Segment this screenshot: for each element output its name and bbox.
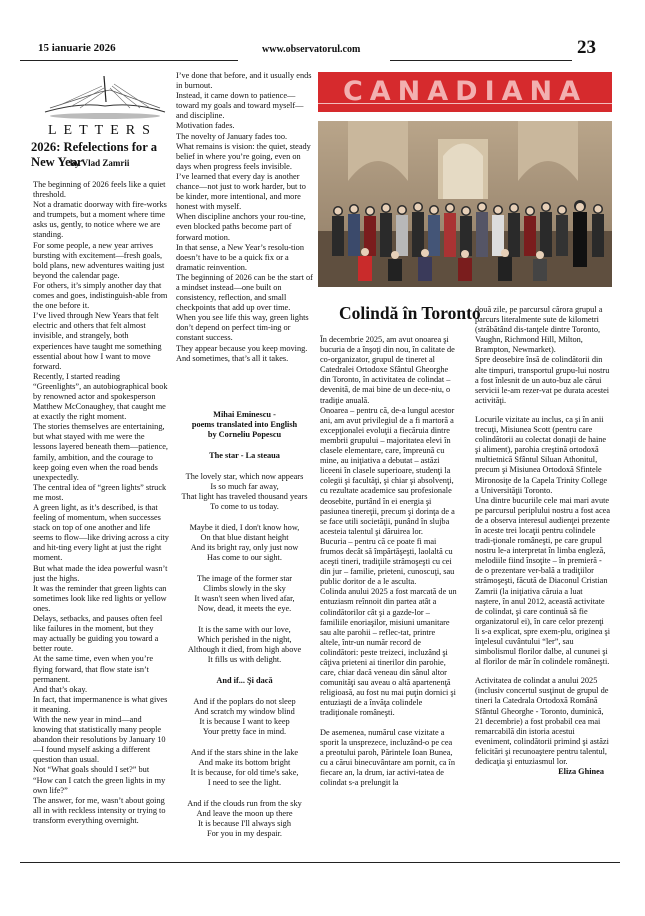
paragraph: In that sense, a New Year’s resolu-tion doesn’t have to be a quick fix or a dramatic reinvention.: [176, 242, 304, 272]
poem-line: Maybe it died, I don't know how,: [189, 523, 300, 532]
paragraph: They appear because you keep moving. And sometimes, that’s all it takes.: [176, 343, 308, 363]
article-title: Colindă în Toronto: [339, 303, 481, 323]
letters-label: LETTERS: [48, 123, 157, 138]
poem-stanza: [176, 523, 313, 563]
poem-translator: by Corneliu Popescu: [207, 430, 282, 439]
paragraph: I’ve lived through New Years that felt electric and others that felt almost invisible, and strangely, both experiences have taught me something essential about how I want to move forward.: [33, 311, 162, 371]
site-url[interactable]: www.observatorul.com: [262, 44, 361, 55]
poem-title: And if... Şi dacă: [216, 676, 273, 685]
poem-subtitle: poems translated into English: [191, 420, 298, 429]
paragraph: Una dintre bucuriile cele mai mari avute pe parcursul periplului nostru a fost acea de a observa interesul audienţei prezente în aceste trei locaţii pentru colindele tradi-ţionale româneşti, pe care grupul nostru le-a interpretat în limba engleză, melodiile fiind însoţite – în premieră - de o prezentare ver-bală a tradiţiilor strămoşeşti, făcută de Diaconul Cristian Zamrii (la iniţiativa căruia a luat naştere, în anul 2012, această activitate de colindat, şi care continuă să fie organizatorul ei), în care celor prezenţi li s-a explicat, spre exem-plu, originea şi înţelesul cuvântului “ler”, sau simbolismul florilor dalbe, al cununei şi al florilor de măr în colindele româneşti.: [475, 495, 610, 667]
poem-line: Is so much far away,: [210, 482, 279, 491]
poem-line: Now, dead, it meets the eye.: [197, 604, 292, 613]
letter-column-1: [33, 180, 169, 850]
paragraph: I’ve done that before, and it usually ends in burnout.: [176, 71, 312, 91]
poem-line: That light has traveled thousand years: [181, 492, 308, 501]
paragraph: It was the reminder that green lights can sometimes look like red lights or yellow ones.: [33, 583, 167, 613]
paragraph: But what made the idea powerful wasn’t just the highs.: [33, 563, 168, 583]
paragraph: Recently, I started reading “Greenlights”, an autobiographical book by renowned actor and spokesperson Matthew McConaughey, that caught me at exactly the right moment.: [33, 371, 168, 422]
poem-line: And leave the moon up there: [196, 809, 293, 818]
poem-line: It is because, for old time's sake,: [190, 768, 299, 777]
paragraph: Not a dramatic doorway with fire-works and trumpets, but a moment where time asks us, gently, to notice where we are standing.: [33, 200, 167, 240]
poem-section: [176, 410, 313, 850]
paragraph: The beginning of 2026 feels like a quiet threshold.: [33, 180, 166, 200]
group-photo: [318, 121, 612, 287]
poem-line: And if the poplars do not sleep: [193, 697, 296, 706]
letter-byline: by Vlad Zamrii: [70, 158, 130, 168]
paragraph: Delays, setbacks, and pauses often feel like failures in the moment, but they may actually be guiding you toward a better route.: [33, 614, 163, 654]
poem-line: Although it died, from high above: [187, 645, 302, 654]
poem-line: It is because I'll always sigh: [198, 819, 291, 828]
paragraph: At the same time, even when you’re flying forward, that flow state isn’t permanent.: [33, 654, 154, 684]
banner-title: CANADIANA: [342, 76, 588, 107]
paragraph: The central idea of “green lights” struck me most.: [33, 482, 167, 502]
paragraph: În decembrie 2025, am avut onoarea şi bucuria de a înşoţi din nou, în calitate de co-organizator, grupul de tineret al Catedralei Ortodoxe Sfântul Gheorghe din Toronto, în activitatea de colindat – devenită, de mai bine de un dece-niu, o tradiţie anuală.: [320, 335, 455, 405]
letter-column-2: [176, 71, 313, 401]
poem-line: For you in my despair.: [207, 829, 282, 838]
paragraph: The novelty of January fades too.: [176, 131, 288, 141]
poem-line: I need to see the light.: [207, 778, 282, 787]
paragraph: Spre deosebire însă de colindătorii din alte timpuri, transportul grupu-lui nostru a fost înlesnit de un auto-buz ale cărui servicii le-am rezer-vat pe durata acestei activităţi.: [475, 355, 610, 405]
paragraph: The stories themselves are entertaining, but what stayed with me were the lessons layered beneath them—patience, family, ambition, and the courage to keep going even when the road bends unexpectedly.: [33, 422, 169, 482]
article-signature: Eliza Ghinea: [558, 767, 604, 777]
poem-line: And if the clouds run from the sky: [187, 799, 302, 808]
poem-line: It is the same with our love,: [198, 625, 291, 634]
paragraph: For others, it’s simply another day that comes and goes, indistinguish-able from the one before it.: [33, 280, 168, 311]
poem-stanza: [176, 574, 313, 614]
article-column-1: [320, 335, 457, 850]
poem-line: And make its bottom bright: [198, 758, 291, 767]
header-rule-right: [390, 60, 572, 61]
poem-stanza: [176, 748, 313, 788]
poem-stanza: [176, 472, 313, 512]
paragraph-gap: [475, 667, 610, 676]
paragraph: And that’s okay.: [33, 684, 88, 694]
paragraph-gap: [475, 406, 610, 415]
letters-illustration: [40, 72, 170, 122]
page-number: 23: [577, 37, 596, 58]
poem-line: It is because I want to keep: [199, 717, 290, 726]
poem-line: Which perished in the night,: [197, 635, 292, 644]
paragraph: Colinda anului 2025 a fost marcată de un entuziasm reînnoit din partea atât a colindătorilor cât şi a gazde-lor – familiile enoriaşilor, misiuni umanitare sau alte parohii – reflec-tat, printre altele, într-un număr record de colindători: peste treizeci, incluzând şi câţiva prieteni ai tinerilor din parohie, care, chiar dacă veneau din sânul altor comunităţi sau aveau o altă apartenenţă religioasă, au fost nu mai puţin dornici şi entuziaşti de a învăţa colindele tradiţionale româneşti.: [320, 587, 457, 718]
poem-line: It fills us with delight.: [207, 655, 282, 664]
poem-stanza: [176, 799, 313, 839]
paragraph: două zile, pe parcursul cărora grupul a parcurs literalmente sute de kilometri (străbătând dis-tanţele dintre Toronto, Vaughn, Richmond Hill, Milton, Brampton, Newmarket).: [475, 305, 603, 355]
paragraph: Motivation fades.: [176, 121, 235, 131]
paragraph: With the new year in mind—and knowing that statistically many people abandon their resolutions by January 10—I found myself asking a different question than usual.: [33, 714, 166, 765]
paragraph: The beginning of 2026 can be the start of a mindset instead—one built on consistency, reflection, and small checkpoints that add up over time.: [176, 272, 313, 313]
poem-line: And if the stars shine in the lake: [190, 748, 299, 757]
paragraph: Instead, it came down to patience—toward my goals and toward myself—and discipline.: [176, 91, 304, 121]
paragraph: For some people, a new year arrives bursting with excitement—fresh goals, bold plans, new adventures waiting just beyond the calendar page.: [33, 240, 165, 280]
paragraph: Not “What goals should I set?” but “How can I catch the green lights in my own life?”: [33, 765, 166, 795]
poem-line: It wasn't seen when lived afar,: [194, 594, 295, 603]
paragraph: When discipline anchors your rou-tine, even blocked paths become part of forward motion.: [176, 212, 306, 242]
poem-line: The image of the former star: [196, 574, 293, 583]
poem-line: To come to us today.: [210, 502, 279, 511]
poem-line: Your pretty face in mind.: [202, 727, 287, 736]
poem-line: And its bright ray, only just now: [190, 543, 299, 552]
article-column-2: [475, 305, 610, 850]
paragraph-gap: [320, 719, 457, 728]
paragraph: I’ve learned that every day is another chance—not just to work harder, but to be kinder, more intentional, and more honest with myself.: [176, 171, 306, 212]
paragraph: Locurile vizitate au inclus, ca şi în anii trecuţi, Misiunea Scott (pentru care colindătorii au colectat donaţii de haine şi aliment), parohia creştină ortodoxă multietnică Sfântul Siluan Athonitul, precum şi Misiunea Ortodoxă Sfintele Mironosiţe de la Capela Trinity College a Universităţii Toronto.: [475, 414, 608, 495]
paragraph: The answer, for me, wasn’t about going all in with reckless intensity or trying to transform everything overnight.: [33, 795, 166, 825]
paragraph: De asemenea, numărul case vizitate a sporit la unsprezece, incluzând-o pe cea a preotului paroh, Părintele Ioan Bunea, cu a cărui binecuvântare am pornit, ca în fiecare an, la drum, iar activi-tatea de colindat s-a prelungit la: [320, 727, 455, 788]
letter-title: 2026: Refelections for a New Year: [31, 140, 158, 169]
paragraph: A green light, as it’s described, is that feeling of momentum, when successes stack on top of one another and life seems to flow—like driving across a city and hit-ting every light at just the right moment.: [33, 503, 169, 563]
poem-stanza: [176, 697, 313, 737]
paragraph: When you see life this way, green lights don’t depend on perfect tim-ing or constant success.: [176, 313, 309, 343]
poem-line: On that blue distant height: [200, 533, 289, 542]
poem-line: And scratch my window blind: [194, 707, 295, 716]
poem-line: Has come to our sight.: [207, 553, 282, 562]
footer-rule: [20, 862, 620, 863]
poem-author: Mihai Eminescu -: [213, 410, 276, 419]
poem-stanza: [176, 625, 313, 665]
poem-line: Climbs slowly in the sky: [203, 584, 286, 593]
paragraph: What remains is vision: the quiet, steady belief in where you’re going, even on days when progress feels invisible.: [176, 141, 311, 171]
paragraph: Activitatea de colindat a anului 2025 (inclusiv concertul susţinut de grupul de tineri la Catedrala Ortodoxă Română Sfântul Gheorghe - Toronto, duminică, 21 decembrie) a fost probabil cea mai remarcabilă din istoria acestui eveniment, colindătorii primind şi astăzi felicitări şi recunoaştere pentru talentul, dedicaţia şi entuziasmul lor.: [475, 676, 609, 767]
issue-date: 15 ianuarie 2026: [38, 42, 116, 54]
poem-line: The lovely star, which now appears: [185, 472, 304, 481]
paragraph: Bucuria – pentru că ce poate fi mai frumos decât să împărtăşeşti, laolaltă cu aceşti tineri, tradiţiile strămoşeşti cu cei din jur – familie, prieteni, cunoscuţi, sau public doritor de a le asculta.: [320, 536, 455, 587]
paragraph: In fact, that impermanence is what gives it meaning.: [33, 694, 168, 714]
paragraph: Onoarea – pentru că, de-a lungul acestor ani, am avut privilegiul de a fi martoră a excepţionalei evoluţii a fiecăruia dintre membrii grupului – majoritatea elevi în clasele elementare, care, împreună cu mine, au iniţiativa a debutat – astăzi liceeni în clasele superioare, studenţi la colegii şi facultăţi, şi chiar şi absolvenţi, cu rezultate academice sau profesionale deosebite, purtând în ei energia şi pasiunea tinereţii, precum şi dorinţa de a se face utili societăţii, punând în slujba acesteia talentul şi dăruirea lor.: [320, 405, 455, 536]
poem-title: The star - La steaua: [209, 451, 280, 460]
header-rule-left: [20, 60, 238, 61]
canadiana-banner: [318, 72, 612, 112]
